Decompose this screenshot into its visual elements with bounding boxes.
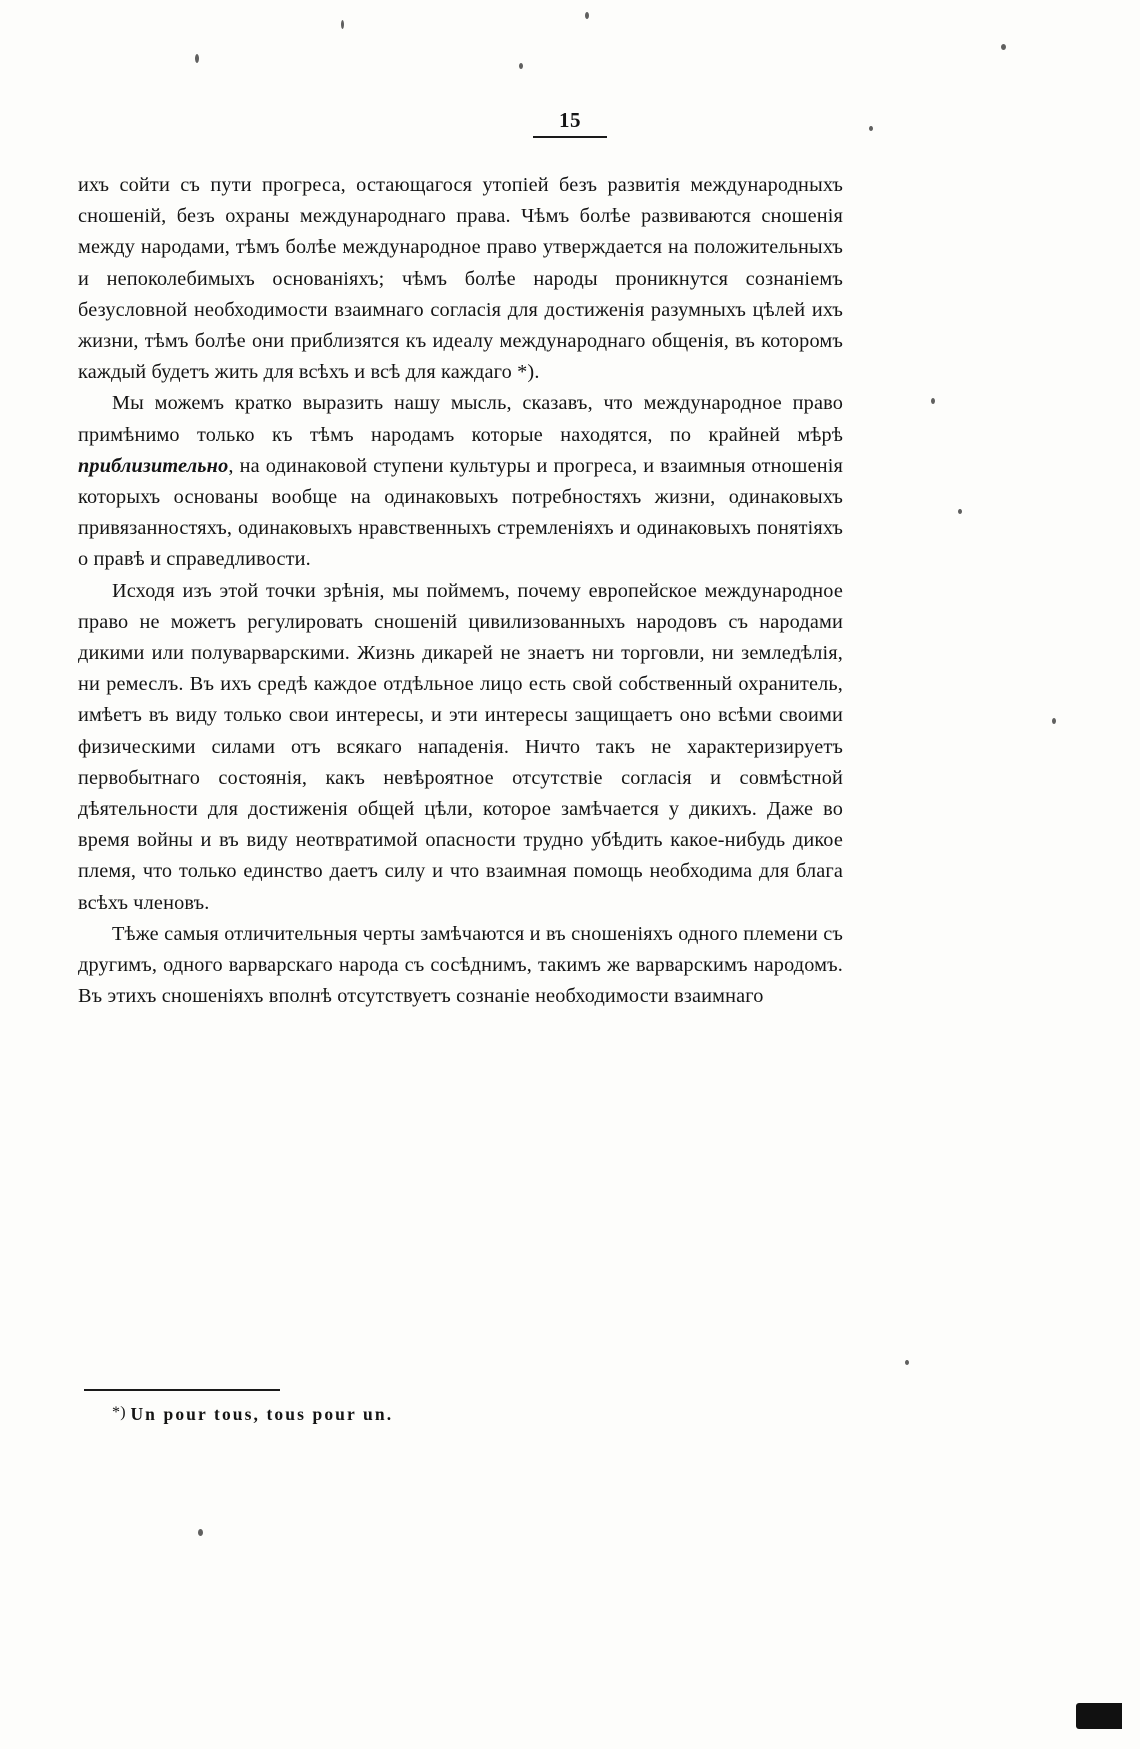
paragraph: Исходя изъ этой точки зрѣнія, мы поймемъ, почему европейское международное право не можетъ регулировать сношеній цивилизованныхъ народовъ съ народами дикими или полуварварскими. Жизнь дикарей не знаетъ ни торговли, ни земледѣлія, ни ремеслъ. Въ ихъ средѣ каждое отдѣльное лицо есть свой собственный охранитель, имѣетъ въ виду только свои интересы, и эти интересы защищаетъ оно всѣми своими физическими силами отъ всякаго нападенія. Ничто такъ не характеризируетъ первобытнаго состоянія, какъ невѣроятное отсутствіе согласія и совмѣстной дѣятельности для достиженія общей цѣли, которое замѣчается у дикихъ. Даже во время войны и въ виду неотвратимой опасности трудно убѣдить какое-нибудь дикое племя, что только единство даетъ силу и что взаимная помощь необходима для блага всѣхъ членовъ. [78,579,843,914]
scan-speck [198,1529,203,1536]
scan-speck [931,398,935,404]
scan-speck [958,509,962,514]
paragraph-text-segment: , на одинаковой ступени культуры и прогреса, и взаимныя отношенія которыхъ основаны вообще на одинаковыхъ потребностяхъ жизни, одинаковыхъ привязанностяхъ, одинаковыхъ нравственныхъ стремленіяхъ и одинаковыхъ понятіяхъ о правѣ и справедливости. [78,454,843,571]
scan-speck [195,54,199,63]
scan-speck [341,20,344,29]
scan-speck [1001,44,1006,50]
page-number-container [0,108,1140,138]
scan-speck [519,63,523,69]
footnote [112,1404,812,1425]
scan-edge-artifact [1076,1703,1122,1729]
paragraph [78,388,843,575]
scan-speck [585,12,589,19]
scan-speck [1052,718,1056,724]
footnote-divider [84,1389,280,1391]
emphasized-term: приблизительно [78,454,229,477]
paragraph: ихъ сойти съ пути прогреса, остающагося утопіей безъ развитія международныхъ сношеній, безъ охраны международнаго права. Чѣмъ болѣе развиваются сношенія между народами, тѣмъ болѣе международное право утверждается на положительныхъ и непоколебимыхъ основаніяхъ; чѣмъ болѣе народы проникнутся сознаніемъ безусловной необходимости взаимнаго согласія для достиженія разумныхъ цѣлей ихъ жизни, тѣмъ болѣе они приблизятся къ идеалу международнаго общенія, въ которомъ каждый будетъ жить для всѣхъ и всѣ для каждаго *). [78,174,843,384]
scan-speck [905,1360,909,1365]
paragraph-text-segment: Мы можемъ кратко выразить нашу мысль, сказавъ, что международное право примѣнимо только къ тѣмъ народамъ которые находятся, по крайней мѣрѣ [78,392,843,446]
page-body-text [78,170,843,1012]
footnote-text: Un pour tous, tous pour un. [130,1404,394,1424]
page-number: 15 [533,108,607,138]
paragraph: Тѣже самыя отличительныя черты замѣчаются и въ сношеніяхъ одного племени съ другимъ, одного варварскаго народа съ сосѣднимъ, такимъ же варварскимъ народомъ. Въ этихъ сношеніяхъ вполнѣ отсутствуетъ сознаніе необходимости взаимнаго [78,922,843,1008]
footnote-marker: *) [112,1404,126,1421]
